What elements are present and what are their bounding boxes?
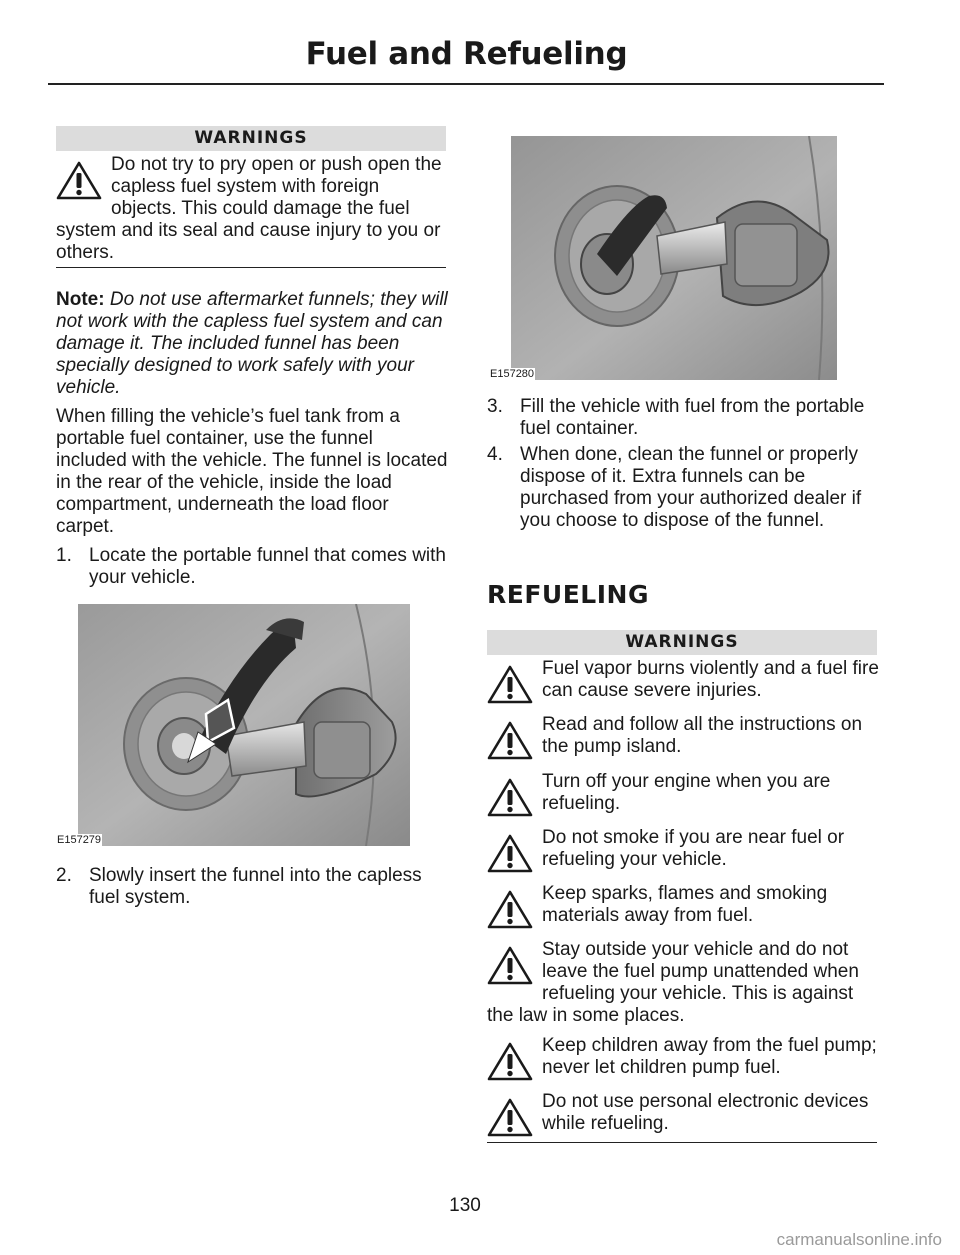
figure-funnel-insert bbox=[56, 604, 410, 846]
warning-triangle-icon bbox=[487, 664, 533, 704]
warning-triangle-icon bbox=[487, 1097, 533, 1137]
warning-item bbox=[487, 714, 879, 778]
step-text: Slowly insert the funnel into the capless fuel system. bbox=[89, 865, 422, 908]
warning-triangle-icon bbox=[487, 833, 533, 873]
warning-triangle-icon bbox=[487, 889, 533, 929]
figure-label: E157279 bbox=[57, 834, 102, 846]
warning-item bbox=[487, 771, 879, 835]
note-label: Note: bbox=[56, 289, 105, 310]
warning-text: Do not smoke if you are near fuel or refueling your vehicle. bbox=[542, 827, 845, 870]
title-divider bbox=[48, 83, 884, 85]
section-heading-refueling: REFUELING bbox=[487, 580, 649, 609]
step-number: 3. bbox=[487, 396, 503, 417]
warning-text: Fuel vapor burns violently and a fuel fire can cause severe injuries. bbox=[542, 658, 879, 701]
warning-text: Stay outside your vehicle and do not leave the fuel pump unattended when refueling your vehicle. This is against the law in some places. bbox=[487, 939, 859, 1026]
step-text: Locate the portable funnel that comes with your vehicle. bbox=[89, 545, 447, 588]
step-text: Fill the vehicle with fuel from the portable fuel container. bbox=[520, 396, 865, 439]
step-1 bbox=[56, 545, 448, 589]
warning-item bbox=[487, 1035, 879, 1099]
step-2 bbox=[56, 865, 448, 909]
warning-divider bbox=[487, 1142, 877, 1143]
warning-triangle-icon bbox=[487, 945, 533, 985]
warning-item bbox=[487, 939, 879, 1027]
note-text: Do not use aftermarket funnels; they will not work with the capless fuel system and can damage it. The included funnel has been specially designed to work safely with your vehicle. bbox=[56, 289, 448, 398]
warnings-header: WARNINGS bbox=[487, 630, 877, 655]
step-number: 2. bbox=[56, 865, 72, 886]
step-text: When done, clean the funnel or properly dispose of it. Extra funnels can be purchased from your authorized dealer if you choose to dispose of the funnel. bbox=[520, 444, 862, 531]
funnel-paragraph: When filling the vehicle’s fuel tank from a portable fuel container, use the funnel included with the vehicle. The funnel is located in the rear of the vehicle, inside the load compartment, underneath the load floor carpet. bbox=[56, 406, 448, 537]
page-title: Fuel and Refueling bbox=[305, 36, 628, 72]
warning-triangle-icon bbox=[56, 160, 102, 200]
warning-text: Do not use personal electronic devices while refueling. bbox=[542, 1091, 869, 1134]
step-number: 4. bbox=[487, 444, 503, 465]
warning-text: Do not try to pry open or push open the capless fuel system with foreign objects. This could damage the fuel system and its seal and cause injury to you or others. bbox=[56, 154, 442, 263]
fuel-door-funnel-illustration bbox=[56, 604, 410, 846]
figure-funnel-filling bbox=[489, 136, 837, 380]
fuel-door-open-illustration bbox=[489, 136, 837, 380]
figure-label: E157280 bbox=[490, 368, 535, 380]
warning-item bbox=[487, 1091, 879, 1155]
warning-divider bbox=[56, 267, 446, 268]
warning-item bbox=[487, 827, 879, 891]
warning-item bbox=[56, 154, 446, 264]
warning-text: Turn off your engine when you are refueling. bbox=[542, 771, 831, 814]
note-paragraph bbox=[56, 289, 448, 399]
warning-text: Keep sparks, flames and smoking materials away from fuel. bbox=[542, 883, 828, 926]
warning-triangle-icon bbox=[487, 1041, 533, 1081]
step-number: 1. bbox=[56, 545, 72, 566]
warning-triangle-icon bbox=[487, 720, 533, 760]
step-3 bbox=[487, 396, 879, 440]
warnings-header: WARNINGS bbox=[56, 126, 446, 151]
warning-item bbox=[487, 658, 879, 722]
warning-item bbox=[487, 883, 879, 947]
watermark: carmanualsonline.info bbox=[776, 1230, 942, 1249]
warning-text: Read and follow all the instructions on the pump island. bbox=[542, 714, 863, 757]
warning-triangle-icon bbox=[487, 777, 533, 817]
warning-text: Keep children away from the fuel pump; never let children pump fuel. bbox=[542, 1035, 877, 1078]
step-4 bbox=[487, 444, 879, 532]
page-number: 130 bbox=[449, 1195, 481, 1216]
